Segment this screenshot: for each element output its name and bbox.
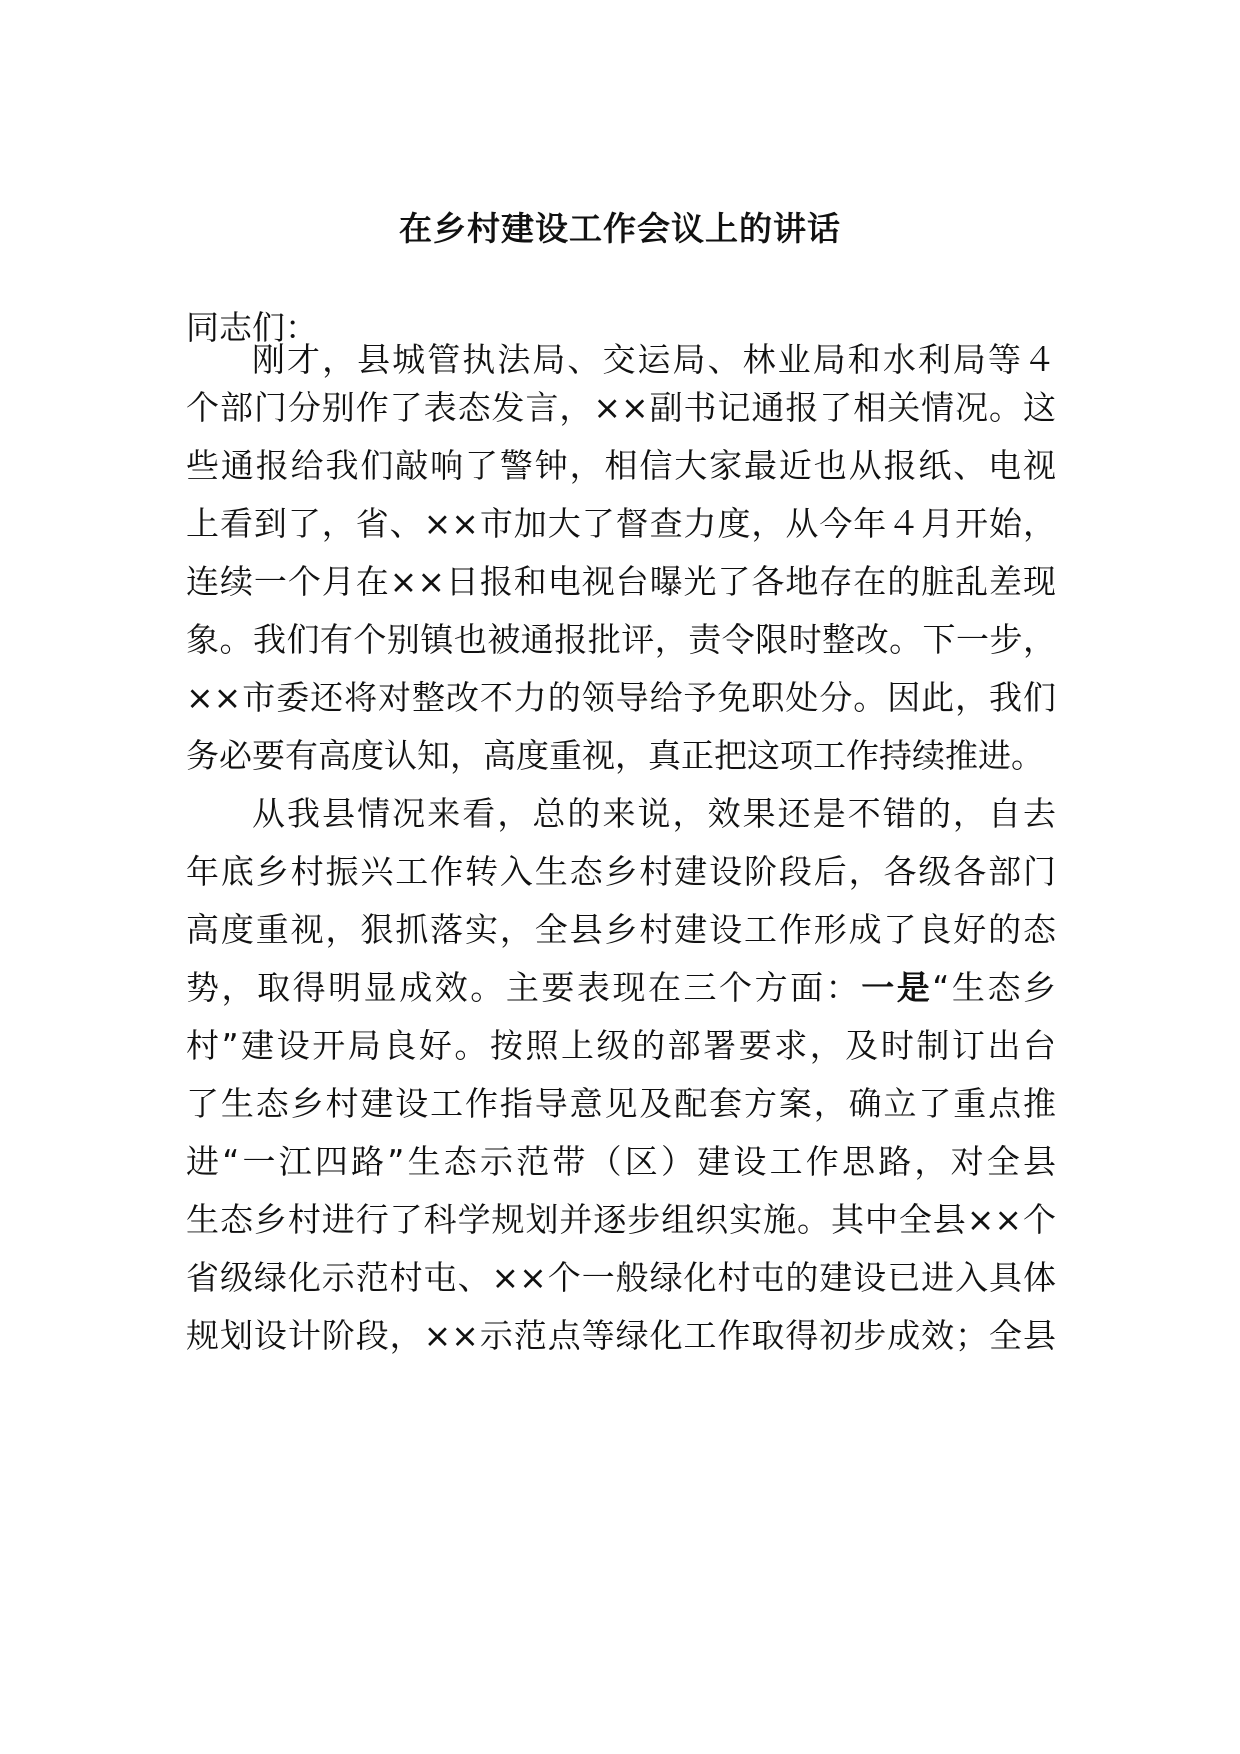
- paragraph-2-line-8: 生态乡村进行了科学规划并逐步组织实施。其中全县××个: [186, 1200, 1056, 1239]
- paragraph-2-line-7: 进“一江四路”生态示范带（区）建设工作思路，对全县: [186, 1142, 1056, 1181]
- paragraph-2-line-4-text: 势，取得明显成效。主要表现在三个方面：: [186, 968, 862, 1007]
- paragraph-2-line-1: 从我县情况来看，总的来说，效果还是不错的，自去: [252, 794, 1056, 833]
- paragraph-2-line-5: 村”建设开局良好。按照上级的部署要求，及时制订出台: [186, 1026, 1056, 1065]
- paragraph-1-line-8: 务必要有高度认知，高度重视，真正把这项工作持续推进。: [186, 736, 1044, 775]
- paragraph-1-line-7: ××市委还将对整改不力的领导给予免职处分。因此，我们: [186, 678, 1056, 717]
- paragraph-2-line-10: 规划设计阶段，××示范点等绿化工作取得初步成效；全县: [186, 1316, 1056, 1355]
- paragraph-1-line-6: 象。我们有个别镇也被通报批评，责令限时整改。下一步，: [186, 620, 1056, 659]
- paragraph-1-line-4: 上看到了，省、××市加大了督查力度，从今年４月开始，: [186, 504, 1056, 543]
- salutation: 同志们：: [186, 308, 318, 347]
- paragraph-2-line-4-tail: “生态乡: [932, 968, 1056, 1007]
- paragraph-2-line-9: 省级绿化示范村屯、××个一般绿化村屯的建设已进入具体: [186, 1258, 1056, 1297]
- emphasis-yi-shi: 一是: [861, 968, 933, 1007]
- paragraph-2-line-4: [186, 964, 1056, 1012]
- paragraph-2-line-3: 高度重视，狠抓落实，全县乡村建设工作形成了良好的态: [186, 910, 1056, 949]
- document-title: 在乡村建设工作会议上的讲话: [399, 209, 841, 248]
- paragraph-2-line-2: 年底乡村振兴工作转入生态乡村建设阶段后，各级各部门: [186, 852, 1056, 891]
- paragraph-1-line-2: 个部门分别作了表态发言，××副书记通报了相关情况。这: [186, 388, 1056, 427]
- paragraph-1-line-1: 刚才，县城管执法局、交运局、林业局和水利局等４: [252, 340, 1056, 379]
- paragraph-2-line-6: 了生态乡村建设工作指导意见及配套方案，确立了重点推: [186, 1084, 1056, 1123]
- paragraph-1-line-3: 些通报给我们敲响了警钟，相信大家最近也从报纸、电视: [186, 446, 1056, 485]
- paragraph-1-line-5: 连续一个月在××日报和电视台曝光了各地存在的脏乱差现: [186, 562, 1056, 601]
